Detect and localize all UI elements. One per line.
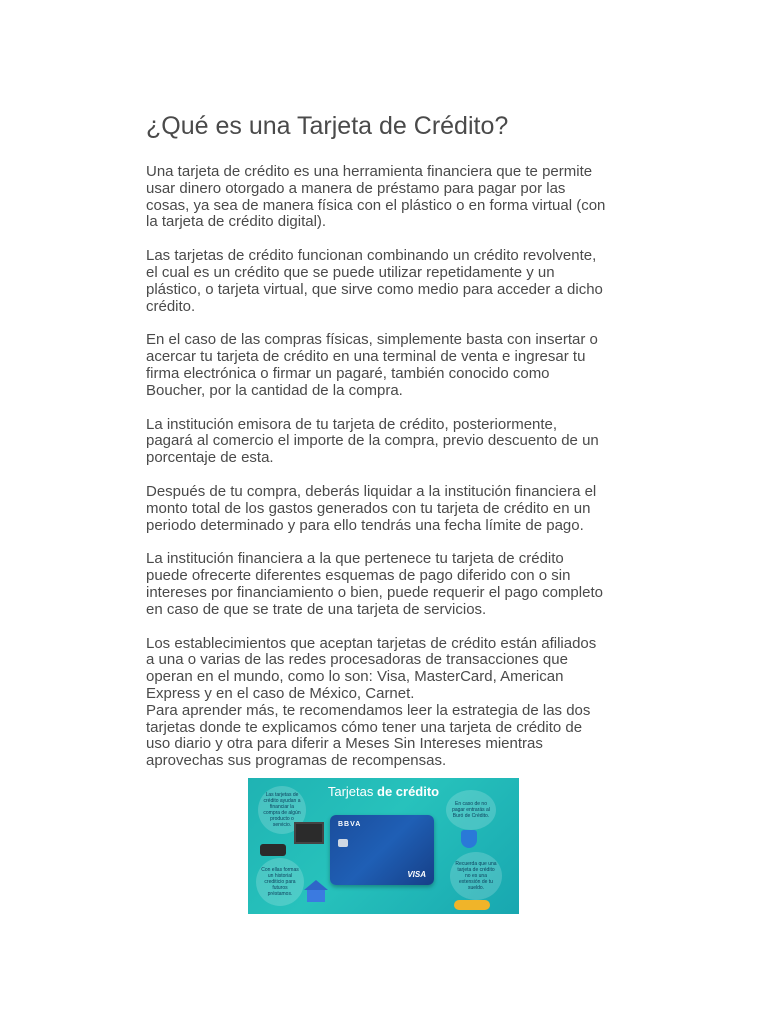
card-brand: BBVA	[338, 821, 362, 828]
paragraph-7: Los establecimientos que aceptan tarjetas de crédito están afiliados a una o varias de las redes procesadoras de transacciones que operan en el mundo, como lo son: Visa, MasterCard, American Express y en el caso de México, Carnet.	[146, 634, 597, 702]
paragraph-1: Una tarjeta de crédito es una herramienta financiera que te permite usar dinero otorgado a manera de préstamo para pagar por las cosas, ya sea de manera física con el plástico o en forma virtual (con la tarjeta de crédito digital).	[146, 163, 606, 231]
paragraph-6: La institución financiera a la que pertenece tu tarjeta de crédito puede ofrecerte diferentes esquemas de pago diferido con o sin intereses por financiamiento o bien, puede requerir el pago completo en caso de que se trate de una tarjeta de servicios.	[146, 550, 603, 618]
infographic-title-bold: de crédito	[377, 784, 440, 799]
document-body	[146, 110, 626, 787]
paragraph-5: Después de tu compra, deberás liquidar a la institución financiera el monto total de los gastos generados con tu tarjeta de crédito en un periodo determinado y para ello tendrás una fecha límite de pago.	[146, 482, 597, 534]
house-icon	[307, 890, 325, 902]
card-chip-icon	[338, 839, 348, 847]
page-title: ¿Qué es una Tarjeta de Crédito?	[146, 112, 509, 140]
note-bottom-left: Con ellas formas un historial crediticio para futuros préstamos.	[256, 858, 304, 906]
coins-icon	[454, 900, 490, 910]
infographic-title-prefix: Tarjetas	[327, 784, 377, 799]
shield-icon	[461, 830, 477, 848]
card-network: VISA	[407, 870, 426, 879]
game-console-icon	[260, 844, 286, 856]
paragraph-2: Las tarjetas de crédito funcionan combinando un crédito revolvente, el cual es un crédito que se puede utilizar repetidamente y un plástico, o tarjeta virtual, que sirve como medio para acceder a dicho crédito.	[146, 247, 603, 315]
note-bottom-right: Recuerda que una tarjeta de crédito no es una extensión de tu sueldo.	[450, 852, 502, 900]
note-top-right: En caso de no pagar entrarás al Buró de Crédito.	[446, 790, 496, 830]
monitor-icon	[294, 822, 324, 844]
credit-card-infographic	[248, 778, 519, 914]
paragraph-8: Para aprender más, te recomendamos leer la estrategia de las dos tarjetas donde te explicamos cómo tener una tarjeta de crédito de uso diario y otra para diferir a Meses Sin Intereses mientras aprovechas sus programas de recompensas.	[146, 701, 591, 770]
paragraph-4: La institución emisora de tu tarjeta de crédito, posteriormente, pagará al comercio el importe de la compra, previo descuento de un porcentaje de esta.	[146, 415, 599, 467]
note-top-left: Las tarjetas de crédito ayudan a financiar la compra de algún producto o servicio.	[258, 786, 306, 834]
paragraph-3: En el caso de las compras físicas, simplemente basta con insertar o acercar tu tarjeta de crédito en una terminal de venta e ingresar tu firma electrónica o firmar un pagaré, también conocido como Boucher, por la cantidad de la compra.	[146, 331, 598, 399]
credit-card-image	[330, 815, 434, 885]
house-roof-icon	[304, 880, 328, 890]
